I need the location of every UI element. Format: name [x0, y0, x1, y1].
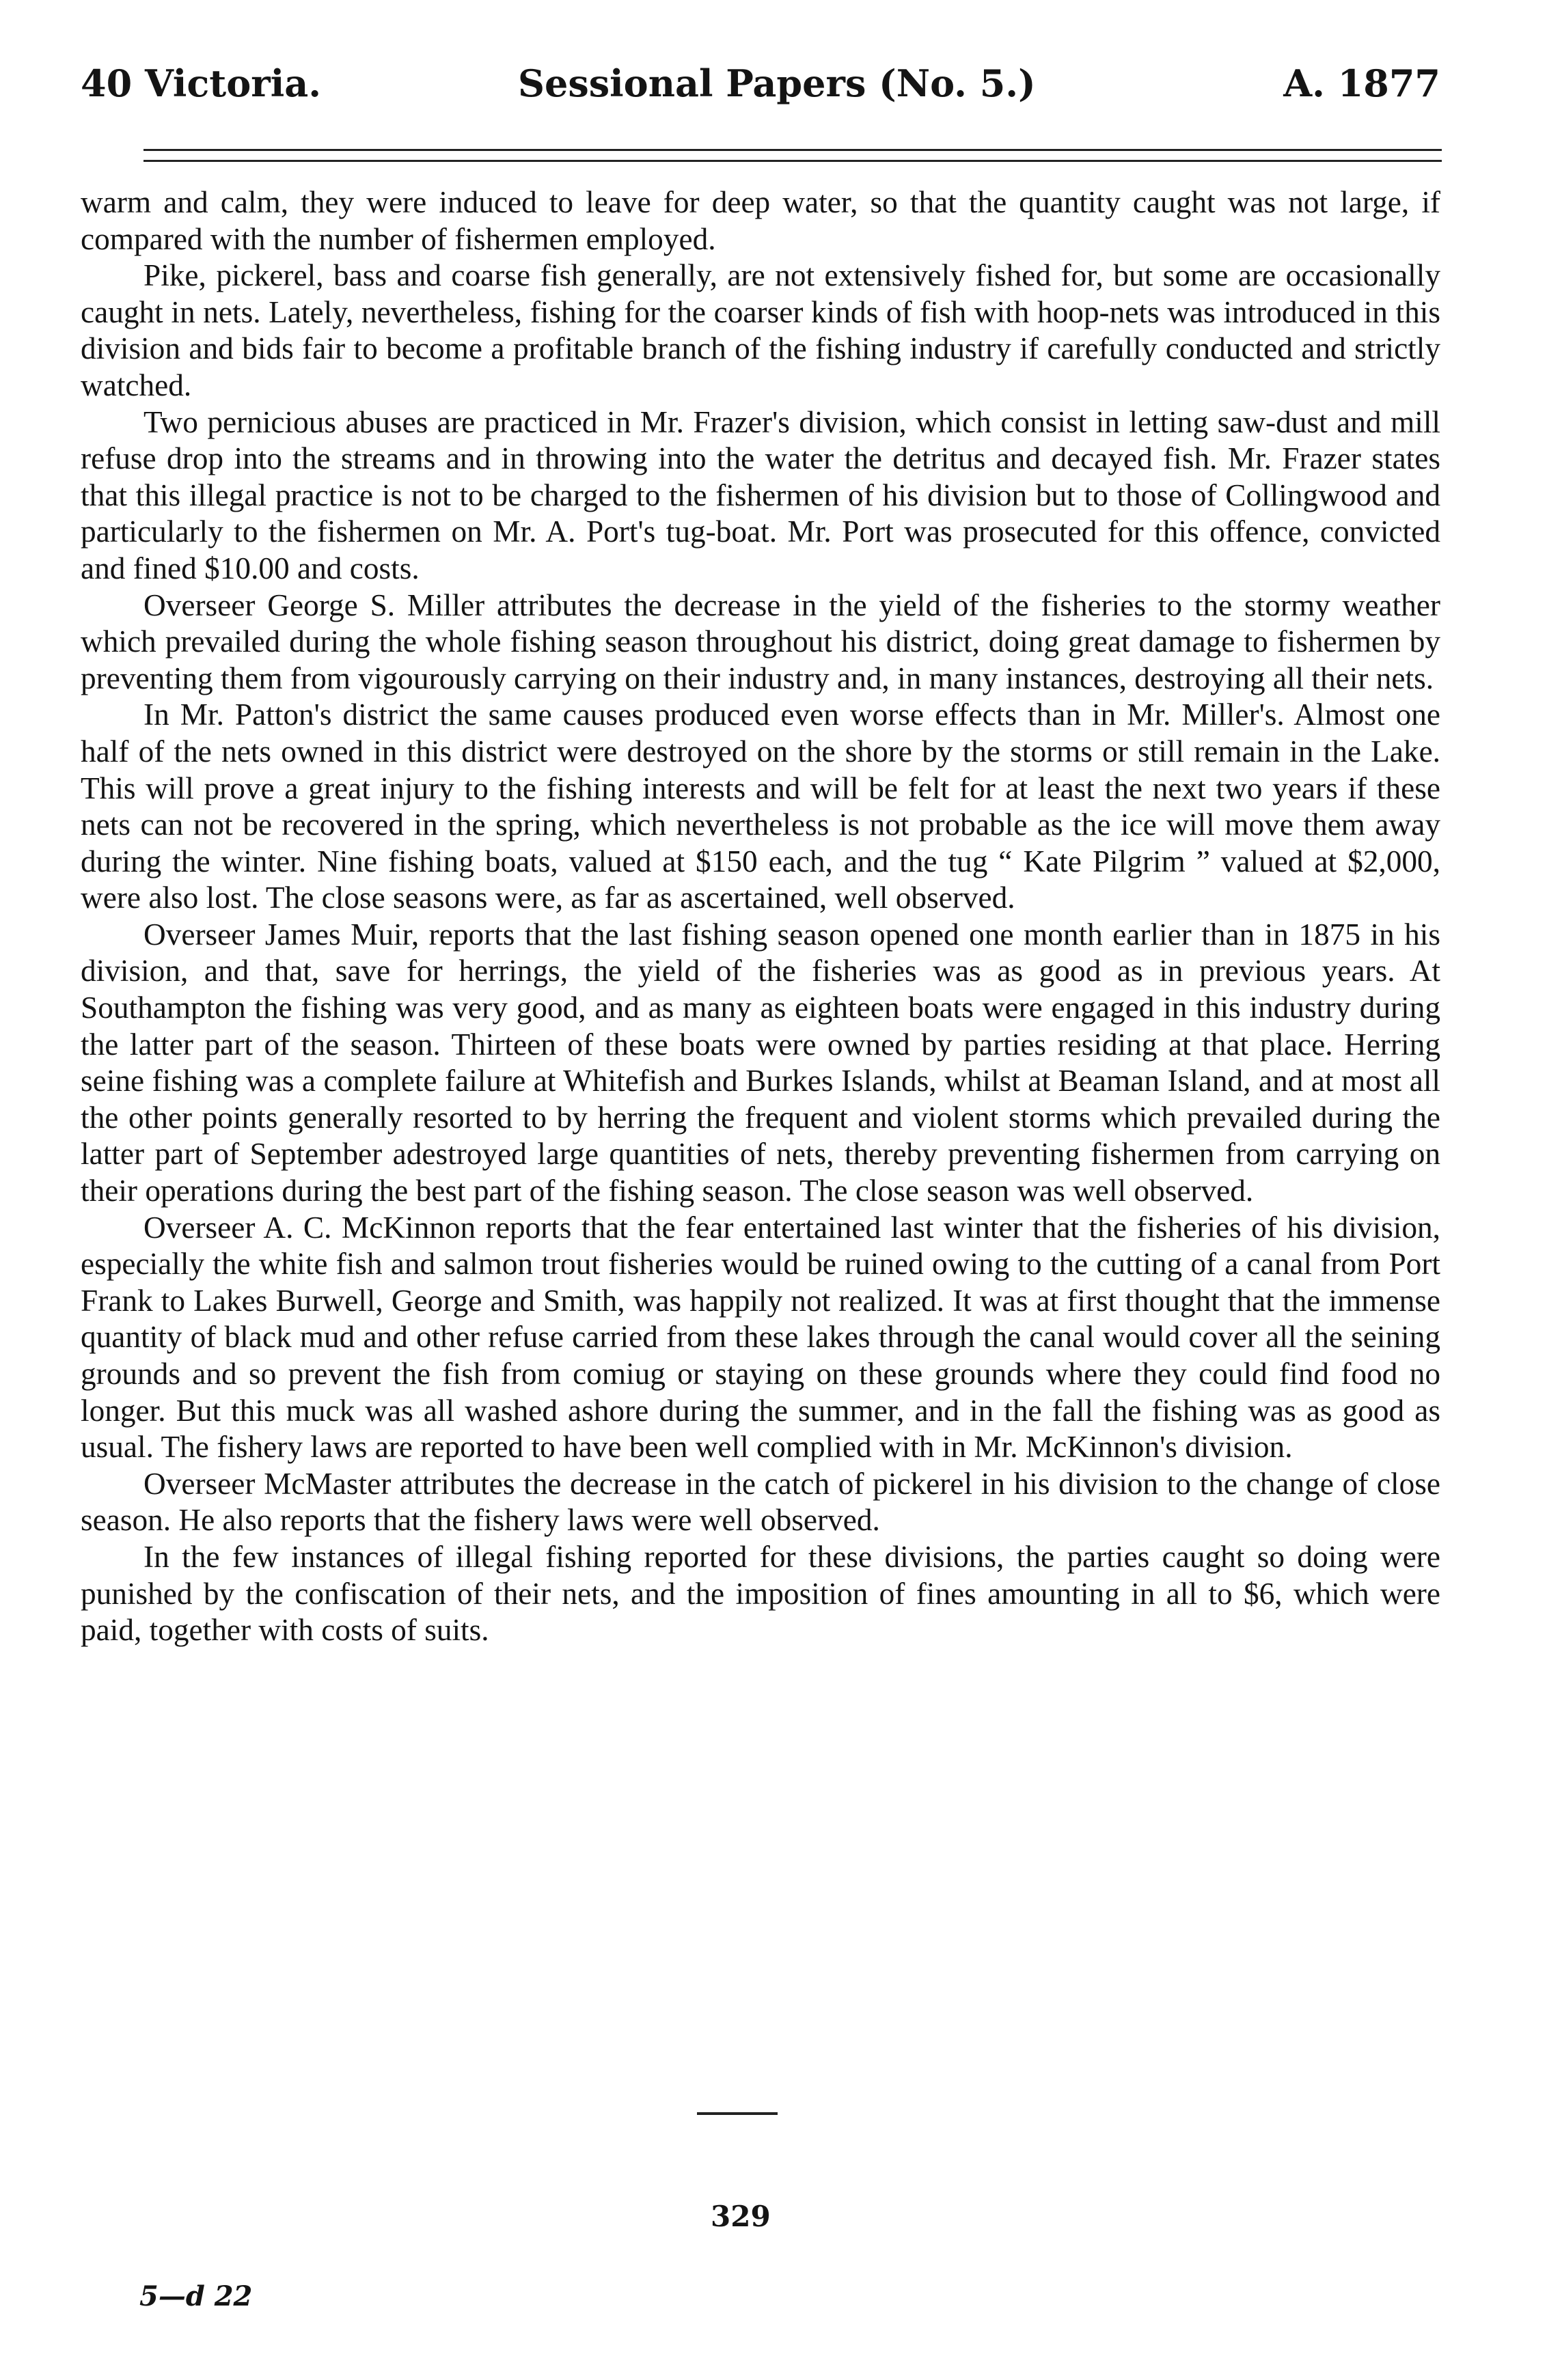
paragraph-mckinnon: Overseer A. C. McKinnon reports that the fear entertained last winter that the fisheries of his division, especially the white fish and salmon trout fisheries would be ruined owing to the cutting of a canal from Port Frank to Lakes Burwell, George and Smith, was happily not realized. It was at first thought that the immense quantity of black mud and other refuse carried from these lakes through the canal would cover all the seining grounds and so prevent the fish from comiug or staying on these grounds where they could find food no longer. But this muck was all washed ashore during the summer, and in the fall the fishing was as good as usual. The fishery laws are reported to have been well complied with in Mr. McKinnon's division.: [81, 1210, 1440, 1465]
paragraph-miller: Overseer George S. Miller attributes the decrease in the yield of the fisheries to the stormy weather which prevailed during the whole fishing season throughout his district, doing great damage to fishermen by preventing them from vigourously carrying on their industry and, in many instances, destroying all their nets.: [81, 587, 1440, 695]
paragraph-patton: In Mr. Patton's district the same causes produced even worse effects than in Mr. Miller's. Almost one half of the nets owned in this district were destroyed on the shore by the storms or still remain in the Lake. This will prove a great injury to the fishing interests and will be felt for at least the next two years if these nets can not be recovered in the spring, which nevertheless is not probable as the ice will move them away during the winter. Nine fishing boats, valued at $150 each, and the tug “ Kate Pilgrim ” valued at $2,000, were also lost. The close seasons were, as far as ascertained, well observed.: [81, 697, 1440, 915]
header-rule-top: [143, 149, 1442, 151]
paragraph-illegal-fishing: In the few instances of illegal fishing reported for these divisions, the parties caught so doing were punished by the confiscation of their nets, and the imposition of fines amounting in all to $6, which were paid, together with costs of suits.: [81, 1539, 1440, 1648]
running-header: [81, 56, 1440, 111]
paragraph-frazer-abuses: Two pernicious abuses are practiced in Mr. Frazer's division, which consist in letting saw-dust and mill refuse drop into the streams and in throwing into the water the detritus and decayed fish. Mr. Frazer states that this illegal practice is not to be charged to the fishermen of his division but to those of Collingwood and particularly to the fishermen on Mr. A. Port's tug-boat. Mr. Port was prosecuted for this offence, convicted and fined $10.00 and costs.: [81, 404, 1440, 585]
header-year: A. 1877: [1283, 61, 1440, 105]
header-rule-bottom: [143, 160, 1442, 162]
printer-signature: 5—d 22: [139, 2280, 253, 2312]
paragraph-mcmaster: Overseer McMaster attributes the decrease in the catch of pickerel in his division to the change of close season. He also reports that the fishery laws were well observed.: [81, 1466, 1440, 1538]
paragraph-coarse-fish: Pike, pickerel, bass and coarse fish generally, are not extensively fished for, but some are occasionally caught in nets. Lately, nevertheless, fishing for the coarser kinds of fish with hoop-nets was introduced in this division and bids fair to become a profitable branch of the fishing industry if carefully conducted and strictly watched.: [81, 258, 1440, 402]
section-end-rule: [697, 2112, 778, 2115]
header-title: Sessional Papers (No. 5.): [518, 61, 1036, 105]
page-number: 329: [711, 2200, 771, 2233]
body-text: [81, 184, 1440, 1649]
paragraph-continuation: warm and calm, they were induced to leave for deep water, so that the quantity caught was not large, if compared with the number of fishermen employed.: [81, 185, 1440, 256]
paragraph-muir: Overseer James Muir, reports that the last fishing season opened one month earlier than in 1875 in his division, and that, save for herrings, the yield of the fisheries was as good as in previous years. At Southampton the fishing was very good, and as many as eighteen boats were engaged in this industry during the latter part of the season. Thirteen of these boats were owned by parties residing at that place. Herring seine fishing was a complete failure at Whitefish and Burkes Islands, whilst at Beaman Island, and at most all the other points generally resorted to by herring the frequent and violent storms which prevailed during the latter part of September adestroyed large quantities of nets, thereby preventing fishermen from carrying on their operations during the best part of the fishing season. The close season was well observed.: [81, 917, 1440, 1208]
header-volume: 40 Victoria.: [81, 61, 322, 105]
